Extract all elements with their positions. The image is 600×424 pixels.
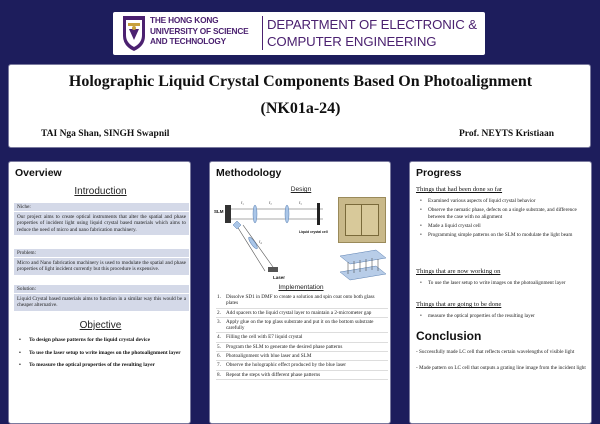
lens-1	[253, 205, 257, 223]
authors: TAI Nga Shan, SINGH Swapnil	[41, 129, 170, 139]
f3-label: f₃	[299, 200, 302, 205]
lc-cell-photo	[338, 197, 386, 243]
list-item: • To use the laser setup to write images on the photoalignment layer	[420, 280, 588, 286]
f2-label: f₂	[269, 200, 272, 205]
conclusion-item: - Successfully made LC cell that reflects certain wavelengths of visible light	[416, 349, 575, 355]
list-item: 8. Repeat the steps with different phase patterns	[216, 371, 388, 380]
lc-cell-block	[317, 203, 320, 225]
list-item: 6. Photoalignment with blue laser and SLM	[216, 352, 388, 361]
implementation-heading: Implementation	[278, 284, 324, 291]
list-item: • To design phase patterns for the liquid crystal device	[19, 337, 184, 344]
list-item: • Examined various aspects of liquid crystal behavior	[420, 198, 588, 204]
design-heading: Design	[290, 186, 312, 193]
list-item: 3. Apply glue on the top glass substrate and put it on the bottom substrate carefully	[216, 318, 388, 334]
list-item: 4. Filling the cell with E7 liquid crystal	[216, 333, 388, 342]
list-item: • To use the laser setup to write images on the photoalignment layer	[19, 350, 184, 357]
conclusion-item: - Made pattern on LC cell that outputs a grating line image from the incident light	[416, 365, 586, 371]
solution-label: Solution:	[14, 285, 189, 293]
objective-heading: Objective	[79, 320, 122, 331]
beam-splitter	[233, 221, 241, 229]
optical-setup-diagram	[213, 195, 337, 285]
slm-block	[225, 205, 231, 223]
poster-title: Holographic Liquid Crystal Components Based On Photoalignment	[68, 73, 533, 90]
university-name: THE HONG KONG UNIVERSITY OF SCIENCE AND TECHNOLOGY	[150, 15, 249, 46]
overview-panel	[8, 161, 191, 424]
logo-divider	[262, 16, 263, 50]
overview-heading: Overview	[15, 167, 62, 179]
list-item: • measure the optical properties of the resulting layer	[420, 313, 588, 319]
todo-list	[420, 313, 588, 322]
niche-text: Our project aims to create optical instruments that alter the spatial and phase properties of incident light using liquid crystal based materials which aims to reduce the need of micro and nano fabrication machinery.	[14, 212, 189, 235]
methodology-panel	[209, 161, 391, 424]
list-item: 1. Dissolve SD1 in DMF to create a solution and spin coat onto both glass plates	[216, 293, 388, 309]
now-heading: Things that are now working on	[416, 268, 501, 275]
lens-3	[247, 236, 258, 250]
supervisor: Prof. NEYTS Kristiaan	[459, 129, 555, 139]
progress-heading: Progress	[416, 167, 462, 179]
now-list	[420, 280, 588, 289]
list-item: • Observe the nematic phase, defects on a single substrate, and difference between the case with no alignment	[420, 207, 588, 220]
f1-label: f₁	[241, 200, 244, 205]
methodology-heading: Methodology	[216, 167, 282, 179]
done-list	[420, 198, 588, 241]
niche-label: Niche:	[14, 203, 189, 211]
laser-label: Laser	[273, 275, 286, 280]
list-item: • Programming simple patterns on the SLM to modulate the light beam	[420, 232, 588, 238]
department-name: DEPARTMENT OF ELECTRONIC & COMPUTER ENGINEERING	[267, 17, 477, 49]
list-item: 7. Observe the holographic effect produced by the blue laser	[216, 361, 388, 370]
list-item: 2. Add spacers to the liquid crystal layer to maintain a 2-micrometer gap	[216, 309, 388, 318]
todo-heading: Things that are going to be done	[416, 301, 502, 308]
list-item: • Made a liquid crystal cell	[420, 223, 588, 229]
title-panel	[8, 64, 591, 148]
cell-structure-diagram	[336, 246, 390, 284]
problem-label: Problem:	[14, 249, 189, 257]
solution-text: Liquid Crystal based materials aims to function in a similar way this would be a cheaper alternative.	[14, 294, 189, 311]
done-heading: Things that had been done so far	[416, 186, 503, 193]
conclusion-heading: Conclusion	[416, 329, 482, 343]
cell-label: Liquid crystal cell	[299, 230, 328, 234]
lens-2	[285, 205, 289, 223]
list-item: 5. Program the SLM to generate the desired phase patterns	[216, 343, 388, 352]
f4-label: f₄	[259, 239, 262, 244]
implementation-steps	[216, 293, 388, 380]
introduction-heading: Introduction	[74, 186, 127, 197]
hkust-crest-icon	[121, 14, 147, 52]
objective-list	[19, 337, 184, 375]
slm-label: SLM	[214, 209, 224, 214]
laser-block	[268, 267, 278, 272]
problem-text: Micro and Nano fabrication machinery is used to modulate the spatial and phase properties of light incident currently but this procedure is expensive.	[14, 258, 189, 275]
poster-code: (NK01a-24)	[260, 100, 341, 117]
progress-panel	[409, 161, 592, 424]
list-item: • To measure the optical properties of the resulting layer	[19, 362, 184, 369]
